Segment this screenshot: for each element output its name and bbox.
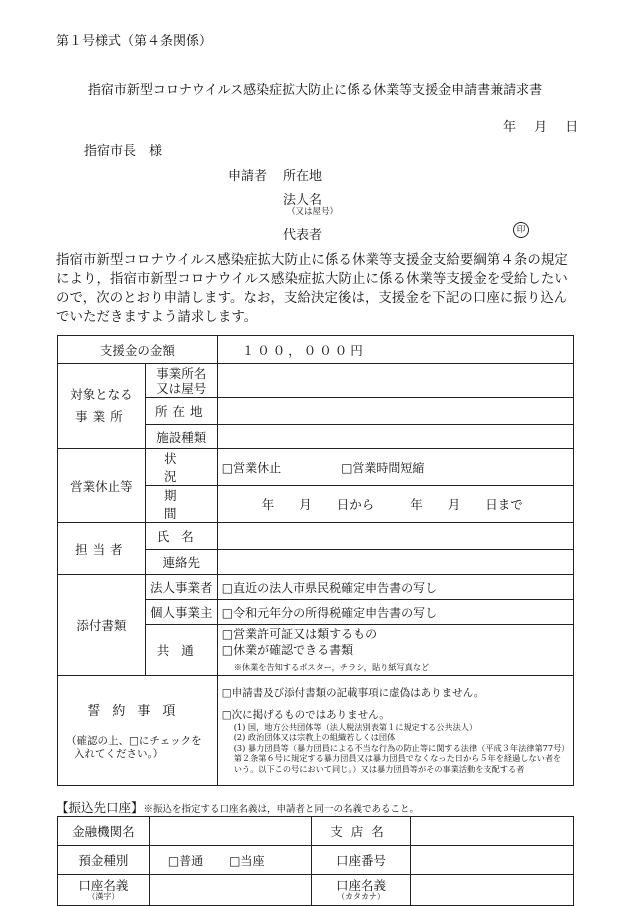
holder-kanji-label xyxy=(58,875,150,906)
amount-value: １００，０００円 xyxy=(217,336,573,364)
facility-field[interactable] xyxy=(217,425,573,449)
kanji-label: （漢字） xyxy=(87,891,120,901)
pledge-note xyxy=(62,735,213,761)
bank-heading-label: 【振込先口座】 xyxy=(56,800,144,815)
contact-label: 連絡先 xyxy=(145,550,217,575)
biz-name-line2: 又は屋号 xyxy=(156,380,207,396)
amount-label: 支援金の金額 xyxy=(58,336,218,364)
kana-label: （カタカナ） xyxy=(336,891,385,901)
corp-name-sublabel: （又は屋号） xyxy=(287,207,339,217)
location-label: 所在地 xyxy=(145,398,217,425)
pledge-label: 誓約事項 xyxy=(87,704,188,719)
indiv-doc-checkbox[interactable]: □令和元年分の所得税確定申告書の写し xyxy=(217,600,573,625)
toza-checkbox[interactable]: □当座 xyxy=(229,853,265,868)
applicant-label: 申請者 xyxy=(228,169,268,184)
deposit-row xyxy=(58,846,574,875)
biz-name-label xyxy=(145,364,217,398)
pledge1-checkbox[interactable]: □申請書及び添付書類の記載事項に虚偽はありません。 xyxy=(221,686,485,699)
biz-name-field[interactable] xyxy=(217,364,573,398)
pledge2-item1: (1) 国，地方公共団体等（法人税法別表第１に規定する公共法人） xyxy=(233,721,478,732)
pledge2-item3: (3) 暴力団員等（暴力団員による不当な行為の防止等に関する法律（平成３年法律第77号）第２条第６号に規定する暴力団員又は暴力団員でなくなった日から５年を経過しない者をいう。以下この号において同じ。）又は暴力団員等がその事業活動を支配する者 xyxy=(233,742,566,774)
biz-name-row xyxy=(58,364,574,398)
contact-person-label: 担当者 xyxy=(58,523,146,575)
bank-heading xyxy=(56,798,419,816)
bank-note: ※振込を指定する口座名義は，申請者と同一の名義であること。 xyxy=(143,804,420,815)
attachments-label: 添付書類 xyxy=(58,575,146,676)
common-doc1-checkbox[interactable]: □営業許可証又は類するもの xyxy=(221,627,378,641)
pledge-row xyxy=(58,676,574,786)
application-statement: 指宿市新型コロナウイルス感染症拡大防止に係る休業等支援金支給要綱第４条の規定により，指宿市新型コロナウイルス感染症拡大防止に係る休業等支援金を受給したいので，次のとおり申請します。なお，支給決定後は，支援金を下記の口座に振り込んでいただきますよう請求します。 xyxy=(56,253,568,325)
facility-label: 施設種類 xyxy=(145,425,217,449)
period-from: 年 月 日から xyxy=(261,497,375,512)
pledge-note-line1: （確認の上、□にチェックを xyxy=(66,735,202,747)
target-label-line2: 事業所 xyxy=(75,409,128,424)
page-title: 指宿市新型コロナウイルス感染症拡大防止に係る休業等支援金申請書兼請求書 xyxy=(87,83,543,98)
holder-label: 口座名義 xyxy=(78,877,129,893)
closure-label: 営業休止等 xyxy=(58,449,146,523)
status-row xyxy=(58,449,574,486)
pledge-label-cell xyxy=(58,676,218,786)
corp-doc-checkbox[interactable]: □直近の法人市県民税確定申告書の写し xyxy=(217,575,573,600)
common-label: 共通 xyxy=(145,625,217,676)
corp-doc-row xyxy=(58,575,574,600)
pledge2-checkbox[interactable]: □次に掲げるものではありません。 xyxy=(221,708,390,721)
bank-name-row xyxy=(58,817,574,846)
addressee: 指宿市長 様 xyxy=(84,144,163,159)
target-business-label xyxy=(58,364,146,449)
holder-kanji-field[interactable] xyxy=(149,875,311,906)
person-name-field[interactable] xyxy=(217,523,573,550)
pledge-items xyxy=(217,676,573,786)
target-label-line1: 対象となる xyxy=(70,387,133,402)
seal-mark: 印 xyxy=(513,222,529,238)
status-shortened-checkbox[interactable]: □営業時間短縮 xyxy=(341,460,425,475)
corp-name-label: 法人名 xyxy=(283,193,323,208)
address-label: 所在地 xyxy=(283,169,323,184)
deposit-type-options xyxy=(149,846,311,875)
bank-table xyxy=(57,816,574,906)
status-closure-checkbox[interactable]: □営業休止 xyxy=(221,460,282,475)
period-field[interactable] xyxy=(217,486,573,523)
futsu-checkbox[interactable]: □普通 xyxy=(167,853,204,868)
deposit-type-label: 預金種別 xyxy=(58,846,150,875)
period-to: 年 月 日まで xyxy=(410,497,523,512)
contact-field[interactable] xyxy=(217,550,573,575)
account-no-field[interactable] xyxy=(411,846,574,875)
bank-name-field[interactable] xyxy=(149,817,311,846)
period-label: 期間 xyxy=(145,486,217,523)
common-doc2-checkbox[interactable]: □休業が確認できる書類 xyxy=(221,643,354,657)
pledge2-item2: (2) 政治団体又は宗教上の組織若しくは団体 xyxy=(233,732,396,743)
holder-kana-field[interactable] xyxy=(411,875,574,906)
pledge-note-line2: 入れてください。） xyxy=(74,748,164,760)
biz-name-line1: 事業所名 xyxy=(156,365,207,381)
application-table xyxy=(57,335,574,786)
branch-field[interactable] xyxy=(411,817,574,846)
indiv-biz-label: 個人事業主 xyxy=(145,600,217,625)
corp-biz-label: 法人事業者 xyxy=(145,575,217,600)
branch-label: 支店名 xyxy=(311,817,411,846)
date-line: 年 月 日 xyxy=(503,120,579,135)
common-note: ※休業を告知するポスター，チラシ，貼り紙写真など xyxy=(233,662,430,672)
account-no-label: 口座番号 xyxy=(311,846,411,875)
person-name-row xyxy=(58,523,574,550)
common-docs xyxy=(217,625,573,676)
status-options xyxy=(217,449,573,486)
status-label: 状況 xyxy=(145,449,217,486)
person-name-label: 氏名 xyxy=(145,523,217,550)
location-field[interactable] xyxy=(217,398,573,425)
holder-label-kana: 口座名義 xyxy=(335,877,386,893)
holder-kana-label xyxy=(311,875,411,906)
bank-name-label: 金融機関名 xyxy=(58,817,150,846)
representative-label: 代表者 xyxy=(283,228,323,243)
amount-row xyxy=(58,336,574,364)
holder-row xyxy=(58,875,574,906)
form-number: 第１号様式（第４条関係） xyxy=(56,34,213,49)
